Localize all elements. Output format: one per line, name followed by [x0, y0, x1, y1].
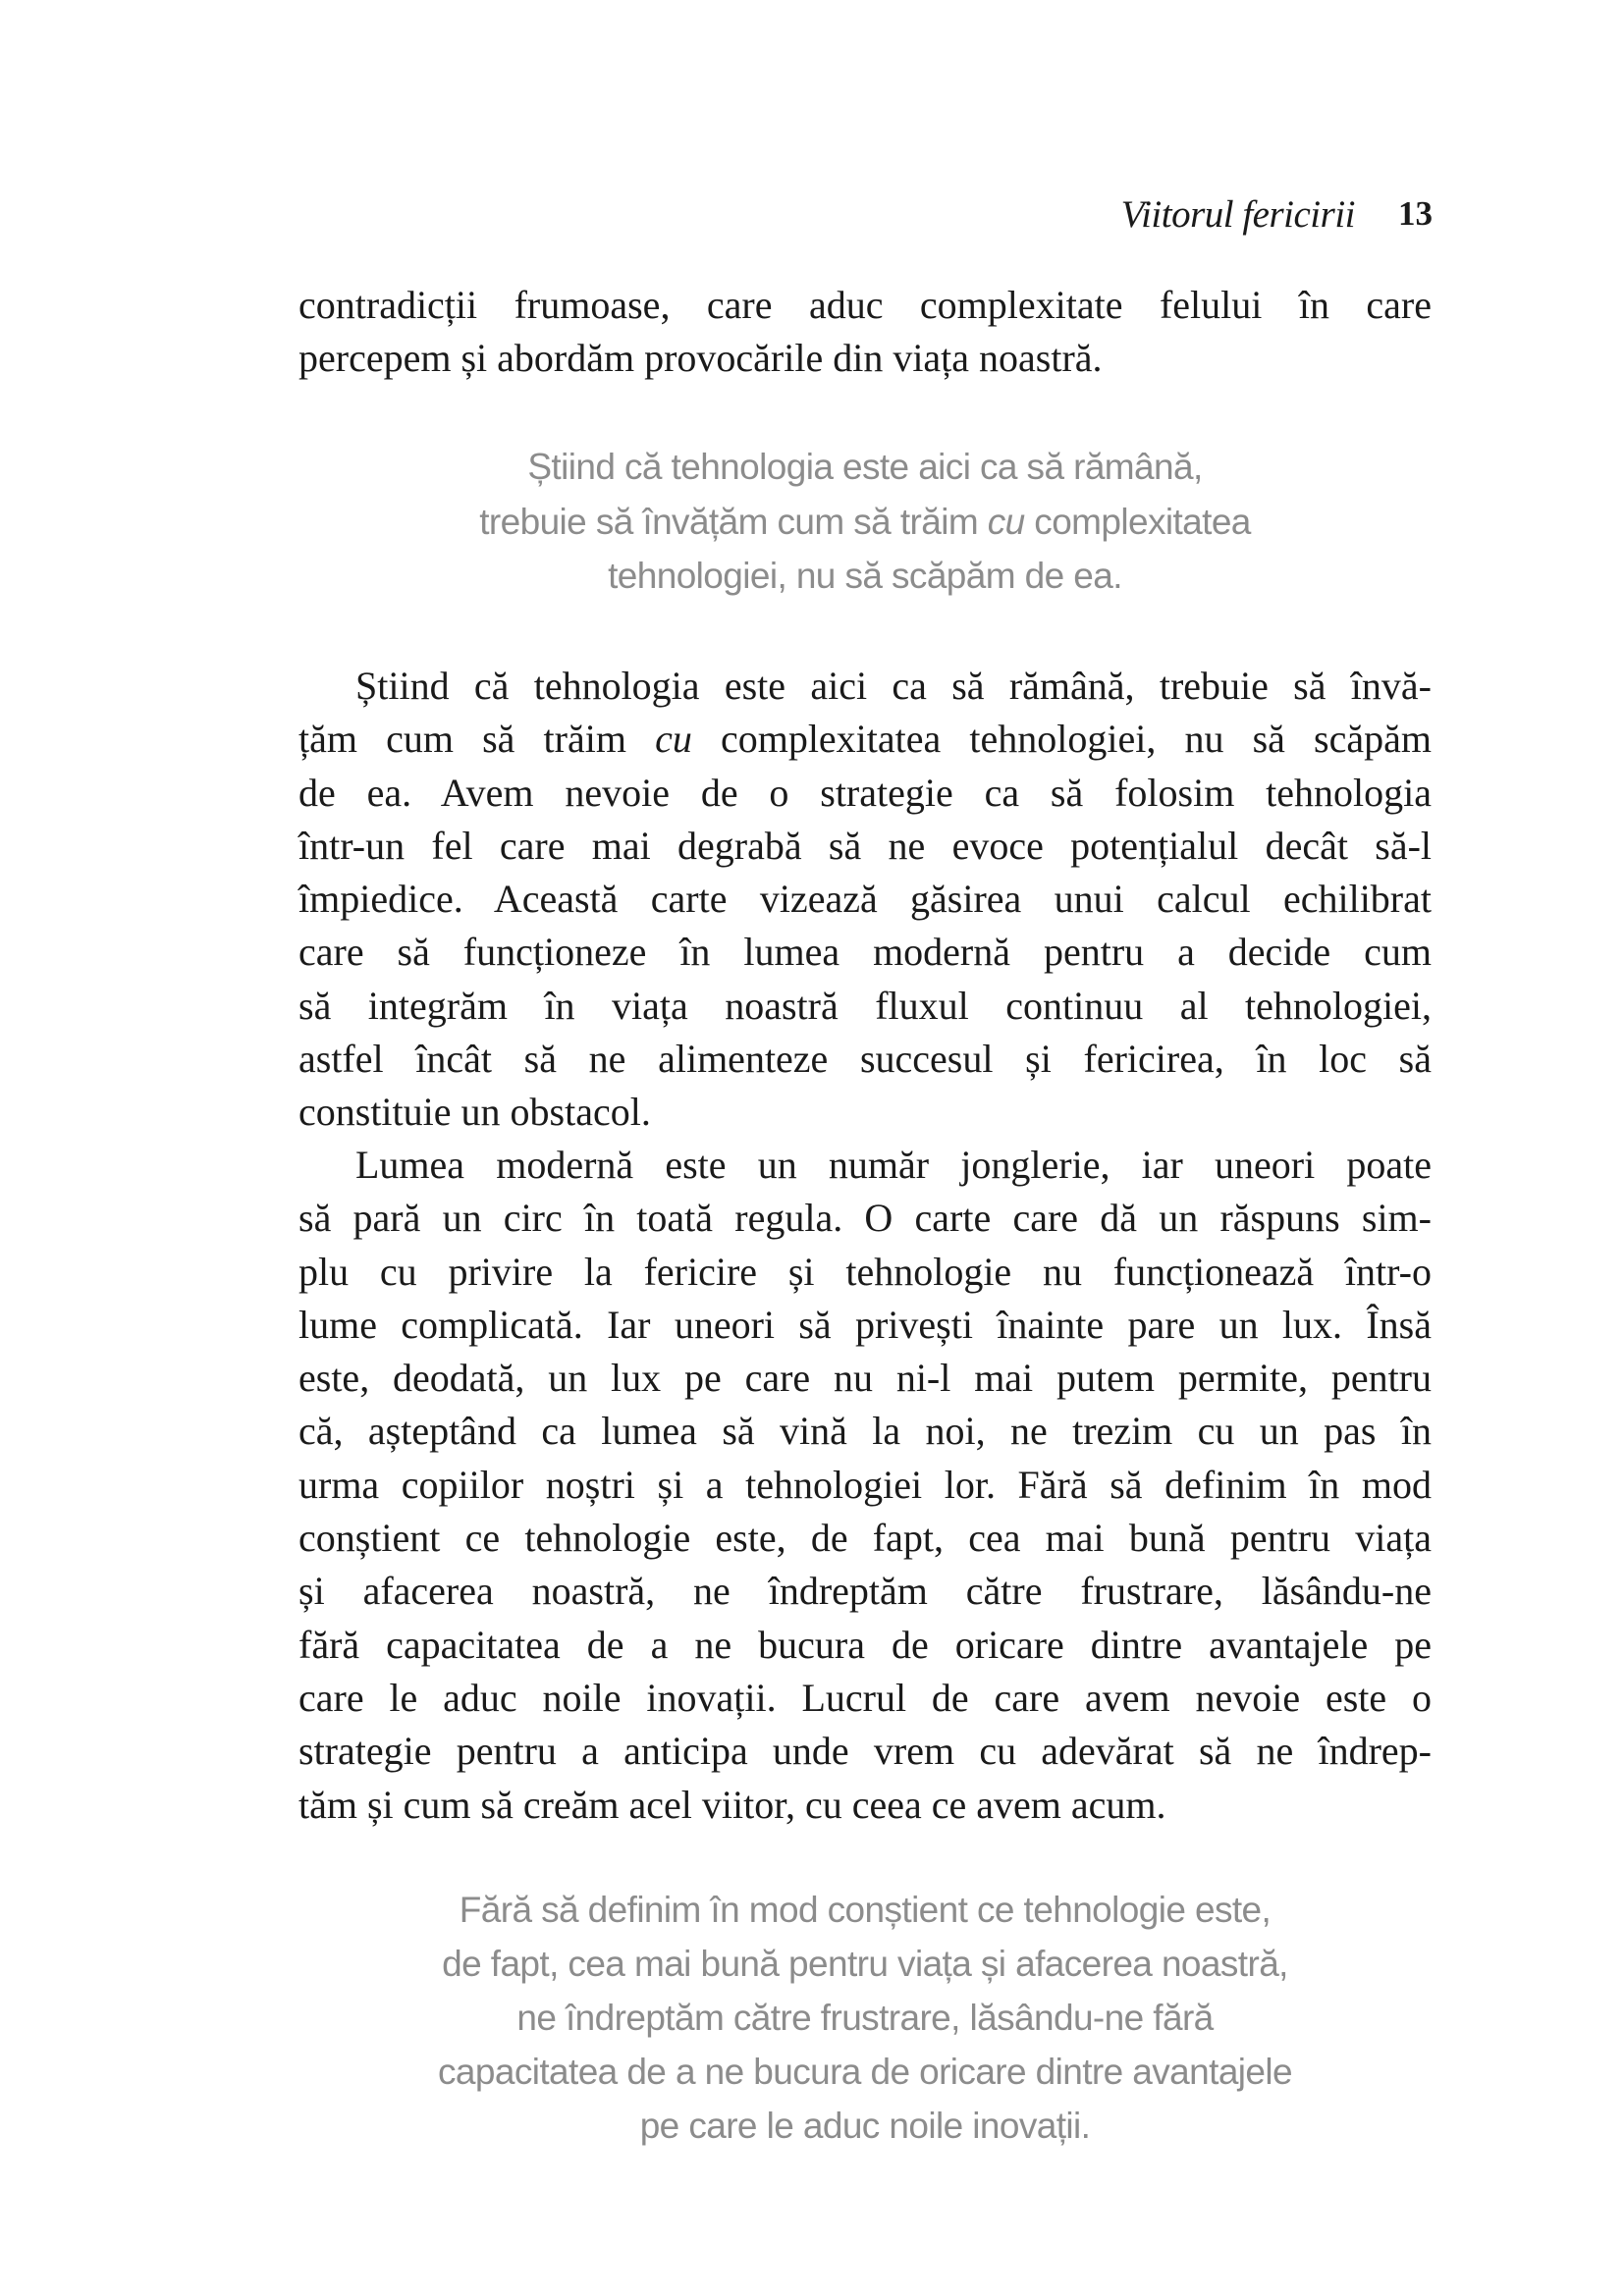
text-line: tăm și cum să creăm acel viitor, cu ceea ce avem acum. [298, 1782, 1166, 1827]
text-line: capacitatea de a ne bucura de oricare dintre avantajele [438, 2052, 1292, 2092]
text-line: de fapt, cea mai bună pentru viața și afacerea noastră, [442, 1944, 1288, 1984]
text-line: lume complicată. Iar uneori să privești înainte pare un lux. Însă [298, 1302, 1432, 1347]
continuation-text [298, 279, 1432, 386]
text-segment: complexitatea tehnologiei, nu să scăpăm [691, 717, 1432, 762]
text-line: Lumea modernă este un număr jonglerie, iar uneori poate [355, 1143, 1432, 1187]
text-line: să pară un circ în toată regula. O carte care dă un răspuns sim- [298, 1196, 1432, 1241]
paragraph-2 [298, 1139, 1432, 1832]
page-number: 13 [1398, 194, 1433, 233]
italic-emphasis: cu [655, 717, 692, 762]
text-line: care le aduc noile inovații. Lucrul de care avem nevoie este o [298, 1675, 1432, 1720]
text-line: într-un fel care mai degrabă să ne evoce potențialul decât să-l [298, 823, 1432, 868]
text-line: Știind că tehnologia este aici ca să rămână, trebuie să învă- [355, 664, 1432, 708]
running-header [1121, 190, 1433, 238]
text-segment: țăm cum să trăim [298, 717, 656, 762]
text-line: tehnologiei, nu să scăpăm de ea. [608, 556, 1122, 597]
text-line: contradicții frumoase, care aduc complexitate felului în care [298, 283, 1432, 327]
pull-quote-2 [298, 1883, 1432, 2153]
italic-emphasis: cu [987, 501, 1025, 542]
text-line: percepem și abordăm provocările din viața noastră. [298, 336, 1103, 381]
text-segment: trebuie să învățăm cum să trăim [479, 501, 988, 542]
text-line: plu cu privire la fericire și tehnologie nu funcționează într-o [298, 1249, 1432, 1294]
running-title: Viitorul fericirii [1120, 192, 1355, 236]
text-line [298, 495, 1432, 550]
text-line: este, deodată, un lux pe care nu ni-l mai putem permite, pentru [298, 1356, 1432, 1401]
text-line: Fără să definim în mod conștient ce tehnologie este, [459, 1890, 1272, 1930]
paragraph-1 [298, 660, 1432, 1140]
text-line: că, așteptând ca lumea să vină la noi, ne trezim cu un pas în [298, 1409, 1432, 1454]
text-line: împiedice. Această carte vizează găsirea unui calcul echilibrat [298, 877, 1432, 922]
text-line: conștient ce tehnologie este, de fapt, cea mai bună pentru viața [298, 1516, 1432, 1561]
text-line: astfel încât să ne alimenteze succesul și fericirea, în loc să [298, 1037, 1432, 1082]
text-line [298, 713, 1432, 766]
pull-quote-1 [298, 440, 1432, 604]
text-line: pe care le aduc noile inovații. [639, 2106, 1091, 2146]
text-line: să integrăm în viața noastră fluxul continuu al tehnologiei, [298, 983, 1432, 1028]
text-line: fără capacitatea de a ne bucura de oricare dintre avantajele pe [298, 1622, 1432, 1667]
text-line: constituie un obstacol. [298, 1090, 651, 1135]
text-line: de ea. Avem nevoie de o strategie ca să folosim tehnologia [298, 770, 1432, 815]
text-line: care să funcționeze în lumea modernă pentru a decide cum [298, 930, 1432, 975]
text-line: Știind că tehnologia este aici ca să rămână, [527, 447, 1203, 487]
text-line: și afacerea noastră, ne îndreptăm către frustrare, lăsându-ne [298, 1569, 1432, 1614]
text-line: strategie pentru a anticipa unde vrem cu adevărat să ne îndrep- [298, 1729, 1432, 1774]
text-line: ne îndreptăm către frustrare, lăsându-ne fără [516, 1998, 1214, 2038]
text-line: urma copiilor noștri și a tehnologiei lor. Fără să definim în mod [298, 1462, 1432, 1507]
text-segment: complexitatea [1024, 501, 1251, 542]
